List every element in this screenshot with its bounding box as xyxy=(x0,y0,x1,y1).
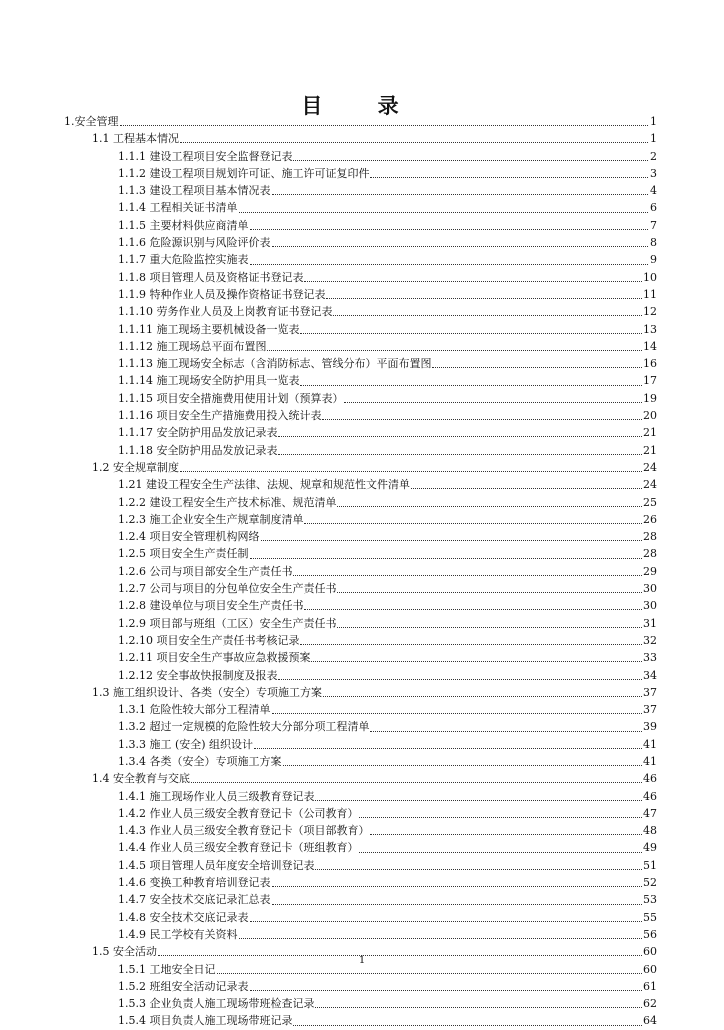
toc-leader-dots xyxy=(254,748,642,749)
toc-entry-page: 12 xyxy=(643,305,657,319)
toc-entry-page: 20 xyxy=(643,409,657,423)
toc-leader-dots xyxy=(180,471,642,472)
toc-entry-title: 1.1.14 施工现场安全防护用具一览表 xyxy=(118,374,300,388)
toc-leader-dots xyxy=(272,713,643,714)
toc-entry-title: 1.2.8 建设单位与项目安全生产责任书 xyxy=(118,599,304,613)
toc-entry-page: 52 xyxy=(643,876,657,890)
toc-leader-dots xyxy=(293,575,642,576)
toc-entry[interactable] xyxy=(64,148,657,165)
toc-leader-dots xyxy=(300,385,642,386)
toc-entry-title: 1.1.10 劳务作业人员及上岗教育证书登记表 xyxy=(118,305,333,319)
toc-entry-page: 37 xyxy=(643,703,657,717)
toc-entry-title: 1.2.10 项目安全生产责任书考核记录 xyxy=(118,633,300,647)
toc-entry-title: 1.4.3 作业人员三级安全教育登记卡（项目部教育） xyxy=(118,824,370,838)
toc-entry-page: 64 xyxy=(643,1014,657,1028)
toc-entry-page: 21 xyxy=(643,443,657,457)
toc-entry-page: 8 xyxy=(650,236,657,250)
toc-entry-page: 28 xyxy=(643,530,657,544)
toc-leader-dots xyxy=(311,661,642,662)
toc-leader-dots xyxy=(432,367,642,368)
toc-entry-page: 34 xyxy=(643,668,657,682)
toc-leader-dots xyxy=(300,644,642,645)
toc-entry-title: 1.4.4 作业人员三级安全教育登记卡（班组教育） xyxy=(118,841,359,855)
toc-entry-title: 1.2.4 项目安全管理机构网络 xyxy=(118,530,260,544)
toc-entry-page: 24 xyxy=(643,478,657,492)
toc-leader-dots xyxy=(300,333,642,334)
toc-entry-title: 1.1.13 施工现场安全标志（含消防标志、管线分布）平面布置图 xyxy=(118,357,432,371)
toc-entry[interactable] xyxy=(64,632,657,649)
toc-entry-title: 1.1.2 建设工程项目规划许可证、施工许可证复印件 xyxy=(118,166,370,180)
toc-entry-title: 1.1.7 重大危险监控实施表 xyxy=(118,253,249,267)
toc-entry[interactable] xyxy=(64,442,657,459)
toc-entry-page: 46 xyxy=(643,772,657,786)
toc-entry-title: 1.5 安全活动 xyxy=(92,945,157,959)
toc-entry[interactable] xyxy=(64,390,657,407)
page-title: 目 录 xyxy=(301,94,423,118)
toc-entry-page: 55 xyxy=(643,910,657,924)
toc-entry-title: 1.1.18 安全防护用品发放记录表 xyxy=(118,443,278,457)
toc-entry-page: 48 xyxy=(643,824,657,838)
toc-entry-page: 41 xyxy=(643,737,657,751)
toc-entry[interactable] xyxy=(64,251,657,268)
toc-entry-title: 1.2 安全规章制度 xyxy=(92,460,179,474)
toc-entry-title: 1.2.6 公司与项目部安全生产责任书 xyxy=(118,564,293,578)
toc-entry-title: 1.4 安全教育与交底 xyxy=(92,772,190,786)
toc-entry-title: 1.3 施工组织设计、各类（安全）专项施工方案 xyxy=(92,685,322,699)
toc-entry[interactable] xyxy=(64,563,657,580)
toc-entry[interactable] xyxy=(64,978,657,995)
toc-entry-page: 31 xyxy=(643,616,657,630)
toc-entry[interactable] xyxy=(64,199,657,216)
toc-entry-page: 9 xyxy=(650,253,657,267)
toc-entry[interactable] xyxy=(64,839,657,856)
toc-entry[interactable] xyxy=(64,217,657,234)
toc-entry-title: 1.4.7 安全技术交底记录汇总表 xyxy=(118,893,271,907)
toc-leader-dots xyxy=(272,194,649,195)
toc-entry-page: 1 xyxy=(650,132,657,146)
toc-entry-title: 1.2.2 建设工程安全生产技术标准、规范清单 xyxy=(118,495,337,509)
toc-entry-title: 1.4.2 作业人员三级安全教育登记卡（公司教育） xyxy=(118,806,359,820)
toc-leader-dots xyxy=(370,177,648,178)
toc-entry-page: 13 xyxy=(643,322,657,336)
toc-entry[interactable] xyxy=(64,113,657,130)
toc-leader-dots xyxy=(278,454,642,455)
toc-entry-title: 1.5.3 企业负责人施工现场带班检查记录 xyxy=(118,997,315,1011)
toc-entry[interactable] xyxy=(64,321,657,338)
toc-entry-title: 1.安全管理 xyxy=(64,115,119,128)
toc-leader-dots xyxy=(272,886,643,887)
toc-entry-page: 37 xyxy=(643,685,657,699)
toc-entry[interactable] xyxy=(64,753,657,770)
toc-entry[interactable] xyxy=(64,684,657,701)
toc-entry-title: 1.1 工程基本情况 xyxy=(92,132,179,146)
toc-entry-page: 16 xyxy=(643,357,657,371)
toc-entry[interactable] xyxy=(64,234,657,251)
toc-entry[interactable] xyxy=(64,407,657,424)
toc-entry[interactable] xyxy=(64,615,657,632)
toc-entry-title: 1.2.3 施工企业安全生产规章制度清单 xyxy=(118,512,304,526)
toc-leader-dots xyxy=(250,229,649,230)
table-of-contents xyxy=(64,113,657,1030)
toc-entry[interactable] xyxy=(64,857,657,874)
toc-leader-dots xyxy=(370,834,642,835)
toc-leader-dots xyxy=(322,419,642,420)
toc-entry[interactable] xyxy=(64,701,657,718)
toc-entry[interactable] xyxy=(64,770,657,787)
toc-entry[interactable] xyxy=(64,165,657,182)
toc-entry[interactable] xyxy=(64,995,657,1012)
toc-entry-page: 47 xyxy=(643,806,657,820)
toc-leader-dots xyxy=(293,160,648,161)
toc-entry[interactable] xyxy=(64,891,657,908)
toc-entry[interactable] xyxy=(64,494,657,511)
toc-entry-title: 1.4.6 变换工种教育培训登记表 xyxy=(118,876,271,890)
toc-entry[interactable] xyxy=(64,338,657,355)
toc-leader-dots xyxy=(315,1007,642,1008)
toc-entry-page: 10 xyxy=(643,270,657,284)
toc-leader-dots xyxy=(333,315,642,316)
toc-entry-title: 1.1.3 建设工程项目基本情况表 xyxy=(118,184,271,198)
toc-entry-title: 1.1.12 施工现场总平面布置图 xyxy=(118,339,267,353)
toc-leader-dots xyxy=(359,852,642,853)
toc-leader-dots xyxy=(304,523,642,524)
toc-leader-dots xyxy=(304,609,642,610)
toc-leader-dots xyxy=(250,558,643,559)
toc-entry-title: 1.21 建设工程安全生产法律、法规、规章和规范性文件清单 xyxy=(118,478,410,492)
toc-entry-title: 1.1.9 特种作业人员及操作资格证书登记表 xyxy=(118,287,326,301)
toc-entry-page: 29 xyxy=(643,564,657,578)
toc-entry-page: 14 xyxy=(643,339,657,353)
toc-entry-title: 1.2.5 项目安全生产责任制 xyxy=(118,547,249,561)
toc-entry[interactable] xyxy=(64,822,657,839)
toc-entry-page: 25 xyxy=(643,495,657,509)
toc-entry[interactable] xyxy=(64,372,657,389)
toc-leader-dots xyxy=(250,264,649,265)
toc-entry-title: 1.1.15 项目安全措施费用使用计划（预算表） xyxy=(118,391,344,405)
toc-entry[interactable] xyxy=(64,476,657,493)
toc-leader-dots xyxy=(370,731,642,732)
toc-entry-title: 1.1.17 安全防护用品发放记录表 xyxy=(118,426,278,440)
toc-entry-page: 61 xyxy=(643,979,657,993)
toc-entry-page: 24 xyxy=(643,460,657,474)
toc-entry-page: 2 xyxy=(650,149,657,163)
toc-entry-title: 1.1.8 项目管理人员及资格证书登记表 xyxy=(118,270,304,284)
toc-entry[interactable] xyxy=(64,424,657,441)
toc-leader-dots xyxy=(315,800,642,801)
toc-entry-page: 19 xyxy=(643,391,657,405)
toc-leader-dots xyxy=(293,1025,642,1026)
toc-leader-dots xyxy=(337,506,642,507)
toc-entry-title: 1.1.16 项目安全生产措施费用投入统计表 xyxy=(118,409,322,423)
toc-entry[interactable] xyxy=(64,805,657,822)
toc-entry-page: 39 xyxy=(643,720,657,734)
toc-leader-dots xyxy=(250,990,643,991)
toc-entry[interactable] xyxy=(64,909,657,926)
toc-entry-page: 53 xyxy=(643,893,657,907)
toc-entry-page: 7 xyxy=(650,218,657,232)
toc-entry-title: 1.2.11 项目安全生产事故应急救援预案 xyxy=(118,651,311,665)
toc-entry-title: 1.5.4 项目负责人施工现场带班记录 xyxy=(118,1014,293,1028)
toc-entry[interactable] xyxy=(64,269,657,286)
toc-entry-page: 60 xyxy=(643,962,657,976)
toc-leader-dots xyxy=(272,904,643,905)
toc-entry-page: 3 xyxy=(650,166,657,180)
toc-leader-dots xyxy=(267,350,642,351)
toc-entry-title: 1.5.1 工地安全日记 xyxy=(118,962,216,976)
toc-entry-page: 62 xyxy=(643,997,657,1011)
toc-entry-page: 17 xyxy=(643,374,657,388)
toc-entry[interactable] xyxy=(64,649,657,666)
toc-entry-title: 1.2.12 安全事故快报制度及报表 xyxy=(118,668,278,682)
toc-entry-page: 51 xyxy=(643,858,657,872)
toc-leader-dots xyxy=(272,246,649,247)
toc-entry[interactable] xyxy=(64,718,657,735)
toc-leader-dots xyxy=(326,298,642,299)
toc-entry[interactable] xyxy=(64,545,657,562)
toc-leader-dots xyxy=(120,125,649,126)
toc-entry-page: 33 xyxy=(643,651,657,665)
toc-entry-title: 1.2.9 项目部与班组（工区）安全生产责任书 xyxy=(118,616,337,630)
toc-entry-title: 1.4.1 施工现场作业人员三级教育登记表 xyxy=(118,789,315,803)
toc-entry-title: 1.4.8 安全技术交底记录表 xyxy=(118,910,249,924)
toc-entry[interactable] xyxy=(64,511,657,528)
toc-entry[interactable] xyxy=(64,1012,657,1029)
toc-leader-dots xyxy=(344,402,642,403)
toc-leader-dots xyxy=(278,436,642,437)
toc-entry[interactable] xyxy=(64,182,657,199)
toc-leader-dots xyxy=(261,540,643,541)
toc-entry-page: 26 xyxy=(643,512,657,526)
toc-entry[interactable] xyxy=(64,286,657,303)
toc-entry-title: 1.2.7 公司与项目的分包单位安全生产责任书 xyxy=(118,582,337,596)
toc-entry-title: 1.1.5 主要材料供应商清单 xyxy=(118,218,249,232)
toc-entry-title: 1.1.6 危险源识别与风险评价表 xyxy=(118,236,271,250)
toc-entry-page: 1 xyxy=(650,115,657,128)
toc-entry-title: 1.4.5 项目管理人员年度安全培训登记表 xyxy=(118,858,315,872)
toc-entry-page: 4 xyxy=(650,184,657,198)
toc-entry-title: 1.1.4 工程相关证书清单 xyxy=(118,201,238,215)
toc-leader-dots xyxy=(337,592,642,593)
toc-entry-page: 41 xyxy=(643,754,657,768)
toc-leader-dots xyxy=(239,938,643,939)
toc-entry-title: 1.3.1 危险性较大部分工程清单 xyxy=(118,703,271,717)
toc-entry[interactable] xyxy=(64,459,657,476)
toc-entry[interactable] xyxy=(64,130,657,147)
toc-entry[interactable] xyxy=(64,736,657,753)
toc-entry-title: 1.3.2 超过一定规模的危险性较大分部分项工程清单 xyxy=(118,720,370,734)
toc-entry-title: 1.1.11 施工现场主要机械设备一览表 xyxy=(118,322,300,336)
toc-entry[interactable] xyxy=(64,355,657,372)
toc-entry-page: 49 xyxy=(643,841,657,855)
toc-leader-dots xyxy=(359,817,642,818)
toc-entry[interactable] xyxy=(64,667,657,684)
toc-entry-title: 1.1.1 建设工程项目安全监督登记表 xyxy=(118,149,293,163)
toc-leader-dots xyxy=(278,679,642,680)
toc-entry-title: 1.4.9 民工学校有关资料 xyxy=(118,927,238,941)
toc-entry[interactable] xyxy=(64,303,657,320)
toc-entry[interactable] xyxy=(64,788,657,805)
toc-entry-page: 56 xyxy=(643,927,657,941)
toc-leader-dots xyxy=(337,627,642,628)
toc-entry-page: 60 xyxy=(643,945,657,959)
toc-leader-dots xyxy=(191,782,642,783)
toc-entry-title: 1.3.4 各类（安全）专项施工方案 xyxy=(118,754,282,768)
toc-leader-dots xyxy=(283,765,643,766)
toc-entry-page: 30 xyxy=(643,582,657,596)
toc-leader-dots xyxy=(239,212,649,213)
toc-entry[interactable] xyxy=(64,874,657,891)
toc-entry-page: 6 xyxy=(650,201,657,215)
toc-leader-dots xyxy=(323,696,642,697)
toc-entry[interactable] xyxy=(64,580,657,597)
toc-entry[interactable] xyxy=(64,926,657,943)
toc-entry[interactable] xyxy=(64,528,657,545)
toc-entry-page: 32 xyxy=(643,633,657,647)
toc-entry-page: 30 xyxy=(643,599,657,613)
toc-entry-page: 28 xyxy=(643,547,657,561)
toc-entry-page: 21 xyxy=(643,426,657,440)
toc-leader-dots xyxy=(217,973,643,974)
toc-leader-dots xyxy=(315,869,642,870)
toc-leader-dots xyxy=(180,142,648,143)
toc-entry-page: 46 xyxy=(643,789,657,803)
toc-leader-dots xyxy=(411,488,642,489)
toc-leader-dots xyxy=(304,281,642,282)
toc-entry-page: 11 xyxy=(643,287,657,301)
toc-entry-title: 1.3.3 施工 (安全) 组织设计 xyxy=(118,737,254,751)
page-number: 1 xyxy=(358,955,366,966)
toc-entry-title: 1.5.2 班组安全活动记录表 xyxy=(118,979,249,993)
toc-leader-dots xyxy=(250,921,643,922)
toc-entry[interactable] xyxy=(64,597,657,614)
